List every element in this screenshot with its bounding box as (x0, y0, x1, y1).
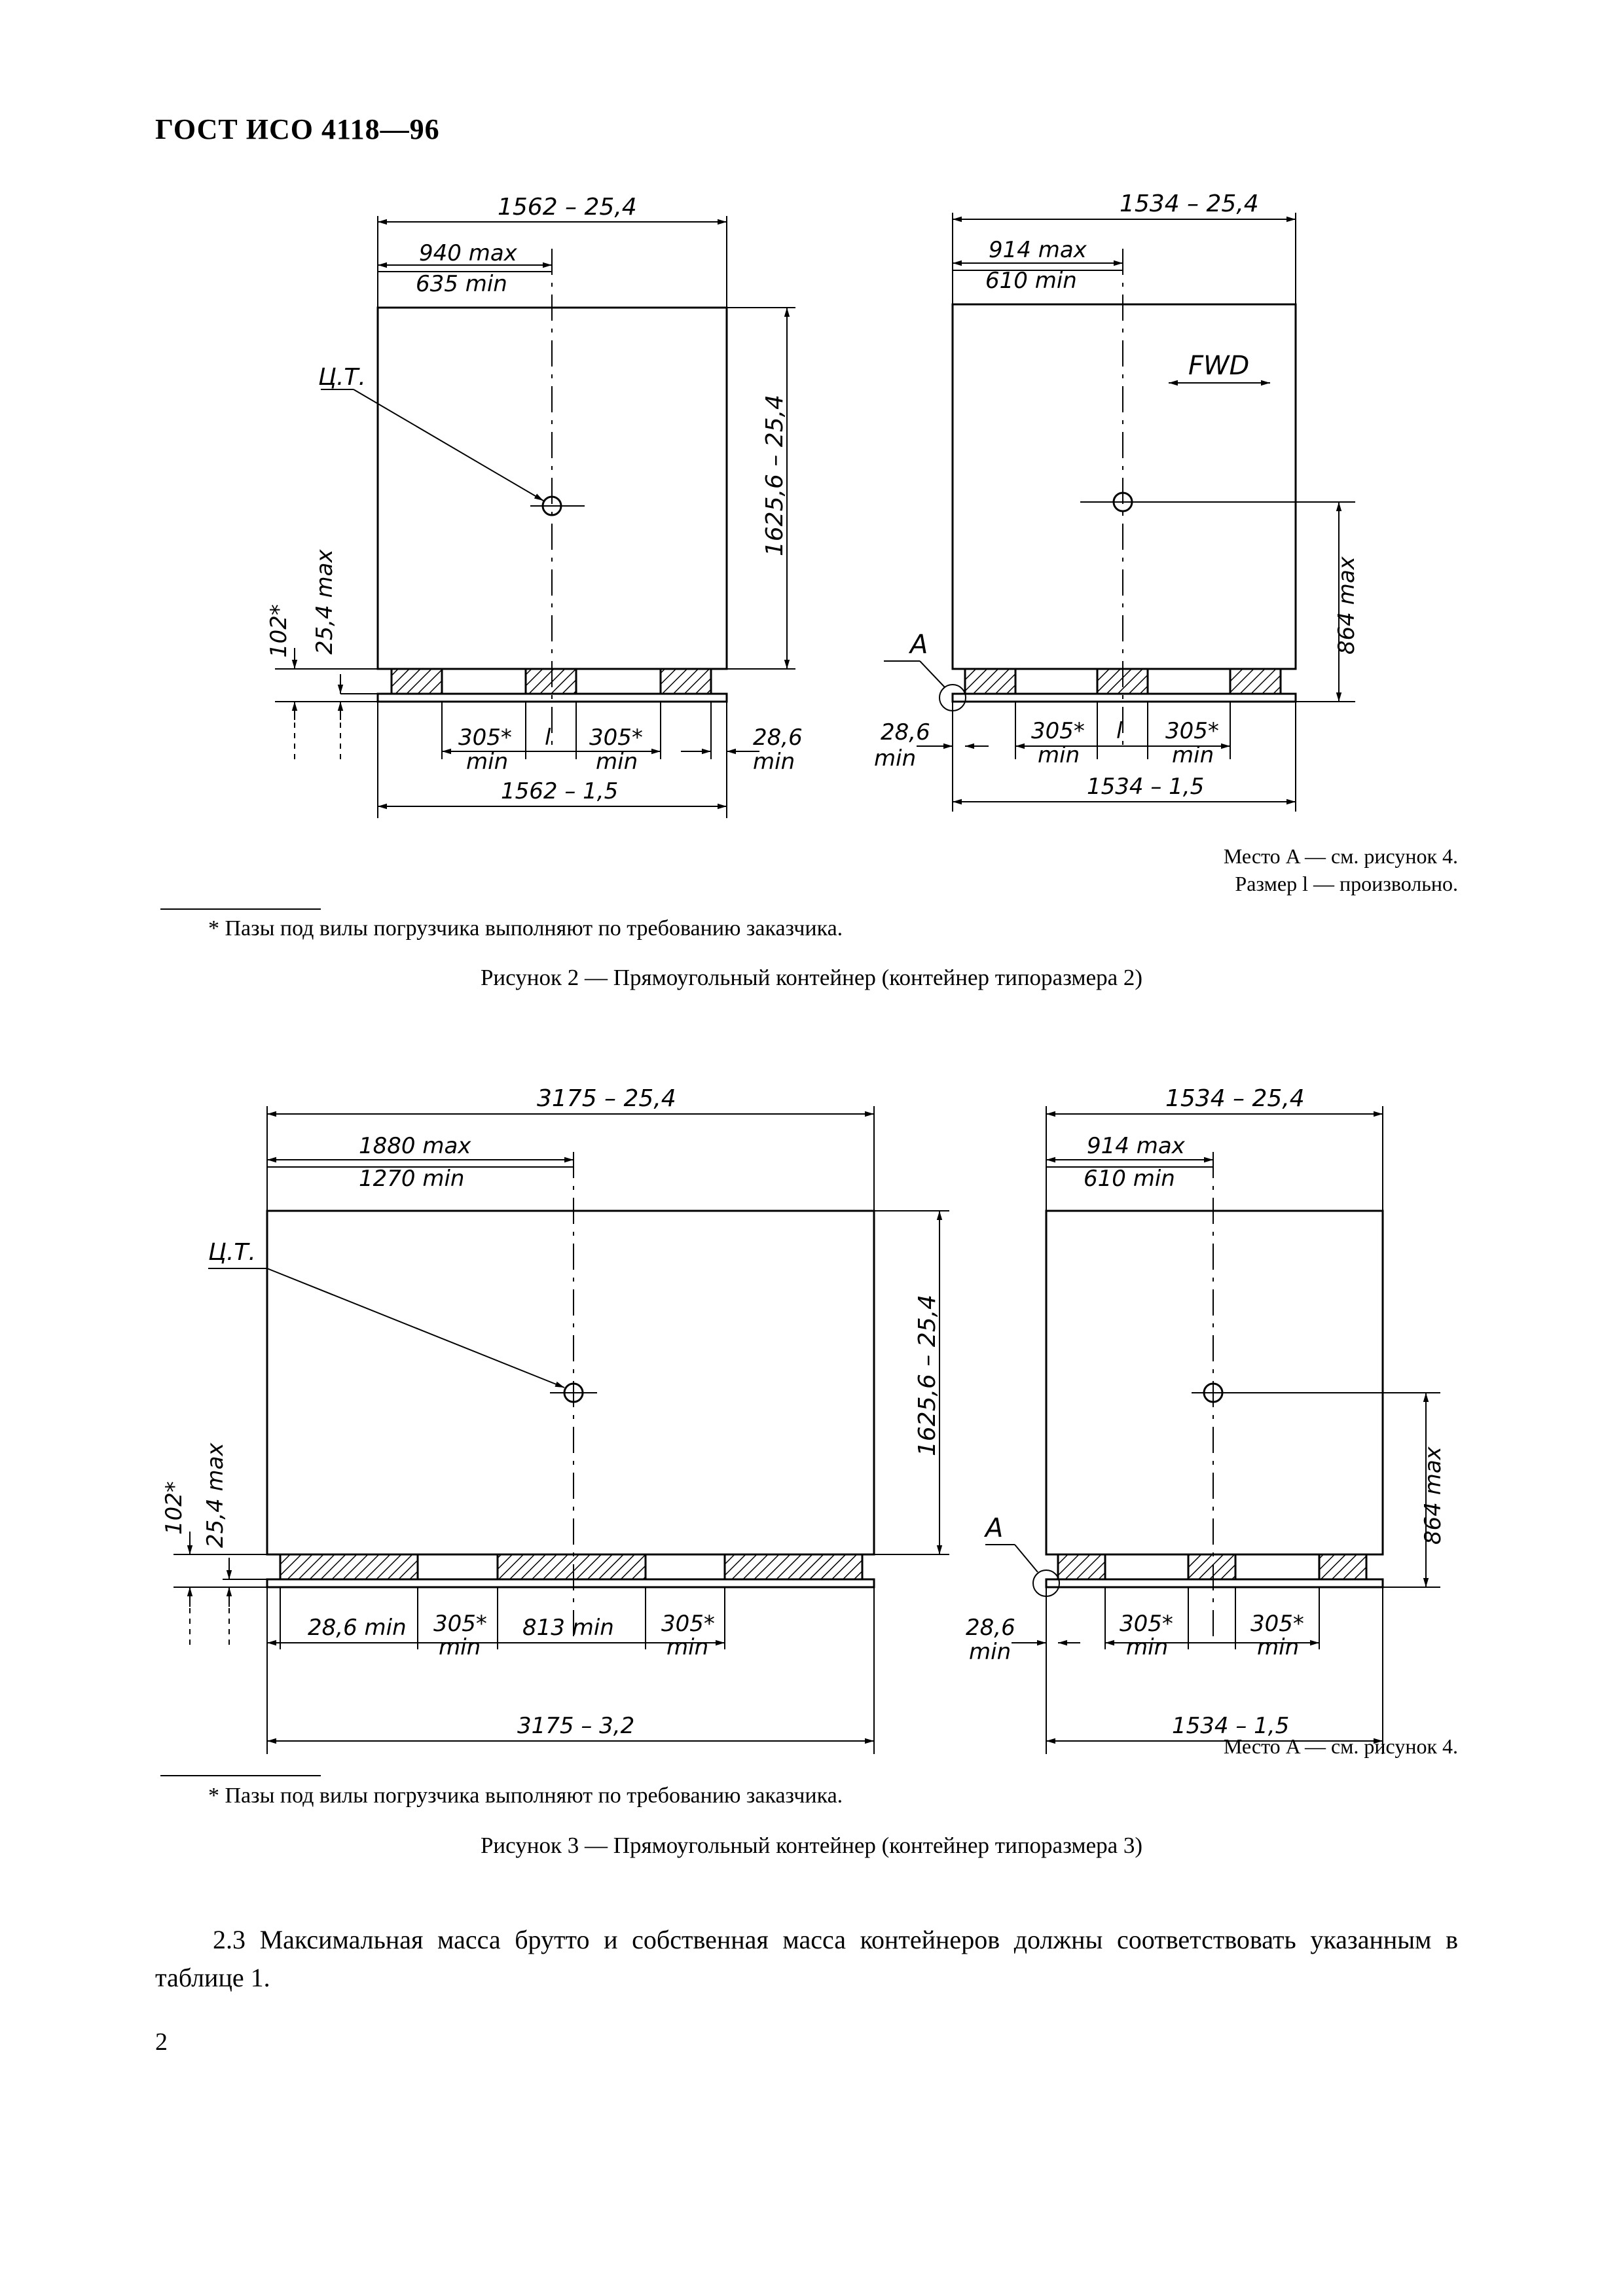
fig2-left-slot-height: 102* (266, 604, 292, 658)
body-paragraph: 2.3 Максимальная масса брутто и собственная масса контейнеров должны соответствовать указанным в таблице 1. (155, 1925, 1458, 1992)
fig2-right-slot2-label: 305* (1165, 718, 1219, 744)
fig2-left-width-top: 1562 – 25,4 (498, 194, 637, 221)
fig2-left-slot-3 (661, 669, 711, 694)
fig2-right-width-top: 1534 – 25,4 (1120, 190, 1259, 217)
fig3-right-edge-sub: min (969, 1639, 1012, 1665)
fig2-right-fwd: FWD (1188, 351, 1250, 381)
fig3-left-container-body (267, 1211, 874, 1554)
fig2-right-cg-height: 864 max (1334, 556, 1360, 655)
fig2-left-slot2-sub: min (596, 749, 638, 775)
fig3-right-width-top: 1534 – 25,4 (1165, 1085, 1305, 1112)
fig2-right-l-label: l (1116, 718, 1123, 744)
fig3-right-width-bottom: 1534 – 1,5 (1172, 1713, 1290, 1739)
fig3-right-slot1-sub: min (1126, 1634, 1169, 1660)
fig3-note-place-a: Место A — см. рисунок 4. (1223, 1734, 1458, 1758)
fig2-left-l-label: l (545, 725, 551, 751)
fig3-right-container-body (1046, 1211, 1383, 1554)
fig2-right-slot-3 (1230, 669, 1281, 694)
fig2-right-cg-min: 610 min (985, 268, 1077, 294)
fig3-left-base (267, 1579, 874, 1587)
fig3-left-slot2-label: 305* (661, 1611, 715, 1637)
fig2-footnote: * Пазы под вилы погрузчика выполняют по требованию заказчика. (208, 916, 843, 941)
fig3-right-base (1046, 1579, 1383, 1587)
fig2-left-slot2-label: 305* (589, 725, 643, 751)
fig3-right-cg-min: 610 min (1084, 1166, 1175, 1192)
fig3-left-edge-label: 28,6 min (308, 1615, 407, 1641)
fig2-note-size-l: Размер l — произвольно. (1235, 872, 1458, 895)
fig3-right-place-a: A (985, 1513, 1004, 1543)
fig2-left-slot-depth: 25,4 max (312, 549, 338, 655)
fig2-left-edge-sub: min (753, 749, 795, 775)
fig3-left-drawing (173, 1106, 949, 1754)
fig3-right-cg-height: 864 max (1420, 1446, 1446, 1545)
fig3-left-slot-depth: 25,4 max (202, 1443, 228, 1548)
fig3-right-labels (966, 1085, 1446, 1739)
fig3-left-slot-height: 102* (161, 1481, 187, 1535)
fig3-left-cg-min: 1270 min (359, 1166, 465, 1192)
fig2-left-drawing (275, 216, 795, 818)
fig2-right-edge-sub: min (874, 745, 917, 772)
fig3-left-slot1-label: 305* (433, 1611, 487, 1637)
fig2-right-cg-max: 914 max (989, 237, 1087, 263)
fig2-right-slot-1 (965, 669, 1015, 694)
fig2-left-cg-max: 940 max (419, 240, 517, 266)
fig2-right-slot2-sub: min (1172, 742, 1214, 768)
fig3-left-slot2-sub: min (666, 1634, 709, 1660)
fig2-left-slot1-label: 305* (458, 725, 512, 751)
fig3-right-slot2-label: 305* (1250, 1611, 1304, 1637)
fig2-right-width-bottom: 1534 – 1,5 (1087, 774, 1205, 800)
fig3-left-cg-label: Ц.Т. (208, 1239, 256, 1266)
fig2-left-slot1-sub: min (466, 749, 509, 775)
fig3-right-drawing (985, 1106, 1440, 1754)
fig3-left-slot-3 (725, 1554, 862, 1579)
fig3-right-slot-3 (1319, 1554, 1366, 1579)
fig2-left-labels (266, 194, 803, 804)
fig2-right-base (953, 694, 1296, 702)
fig2-left-height: 1625,6 – 25,4 (761, 394, 788, 556)
fig2-right-edge-label: 28,6 (881, 719, 930, 745)
fig3-right-cg-max: 914 max (1087, 1133, 1185, 1159)
fig2-note-place-a: Место A — см. рисунок 4. (1223, 844, 1458, 868)
fig3-caption: Рисунок 3 — Прямоугольный контейнер (контейнер типоразмера 3) (480, 1833, 1143, 1858)
fig3-right-slot2-sub: min (1257, 1634, 1300, 1660)
fig3-left-height: 1625,6 – 25,4 (914, 1294, 941, 1456)
fig3-right-slot-1 (1058, 1554, 1105, 1579)
fig2-right-slot1-sub: min (1038, 742, 1080, 768)
fig3-left-cg-max: 1880 max (359, 1133, 471, 1159)
fig2-left-slot-2 (526, 669, 576, 694)
fig2-left-cg-min: 635 min (416, 271, 507, 297)
fig3-footnote-rule (160, 1775, 321, 1776)
fig2-left-slot-1 (392, 669, 442, 694)
fig3-footnote: * Пазы под вилы погрузчика выполняют по требованию заказчика. (208, 1784, 843, 1808)
fig3-right-edge-label: 28,6 (966, 1615, 1015, 1641)
fig2-right-place-a: A (910, 630, 928, 660)
page-number: 2 (155, 2028, 168, 2056)
fig2-left-cg-label: Ц.Т. (318, 364, 366, 391)
fig2-caption: Рисунок 2 — Прямоугольный контейнер (контейнер типоразмера 2) (480, 965, 1143, 990)
fig3-left-slot-1 (280, 1554, 418, 1579)
fig3-left-slot-2 (498, 1554, 646, 1579)
fig3-left-slot1-sub: min (439, 1634, 481, 1660)
fig3-right-slot1-label: 305* (1120, 1611, 1173, 1637)
fig3-left-width-top: 3175 – 25,4 (537, 1085, 676, 1112)
fig2-right-slot1-label: 305* (1031, 718, 1085, 744)
fig2-footnote-rule (160, 908, 321, 910)
fig3-left-middle-label: 813 min (522, 1615, 614, 1641)
page-header: ГОСТ ИСО 4118—96 (155, 113, 440, 145)
fig3-left-labels (161, 1085, 941, 1739)
fig3-left-width-bottom: 3175 – 3,2 (517, 1713, 635, 1739)
fig2-left-width-bottom: 1562 – 1,5 (501, 778, 619, 804)
fig3-right-slot-2 (1188, 1554, 1235, 1579)
fig2-left-edge-label: 28,6 (753, 725, 803, 751)
